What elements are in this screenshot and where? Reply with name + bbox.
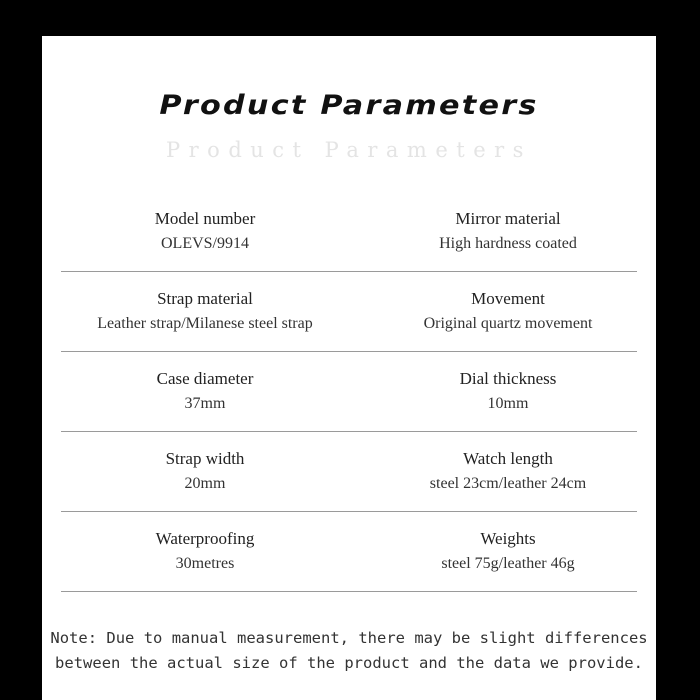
parameter-waterproofing [61, 512, 349, 574]
parameters-grid [61, 192, 637, 592]
parameter-value: 10mm [487, 395, 529, 412]
parameter-value: Original quartz movement [423, 315, 593, 332]
parameter-value: Leather strap/Milanese steel strap [97, 315, 313, 332]
parameter-mirror-material [379, 192, 637, 254]
parameter-value: 37mm [184, 395, 226, 412]
parameter-value: High hardness coated [439, 235, 577, 252]
parameter-label: Mirror material [455, 209, 561, 228]
parameter-label: Strap width [165, 449, 245, 468]
parameter-value: steel 23cm/leather 24cm [429, 475, 587, 492]
parameter-strap-material [61, 272, 349, 334]
parameter-label: Weights [480, 529, 536, 548]
parameter-value: steel 75g/leather 46g [441, 555, 575, 572]
parameter-label: Waterproofing [155, 529, 255, 548]
parameter-label: Strap material [157, 289, 253, 308]
parameter-model-number [61, 192, 349, 254]
parameter-movement [379, 272, 637, 334]
parameter-value: 20mm [184, 475, 226, 492]
parameter-label: Case diameter [156, 369, 254, 388]
parameter-case-diameter [61, 352, 349, 414]
parameter-row [61, 192, 637, 272]
parameter-value: OLEVS/9914 [161, 235, 249, 252]
parameter-row [61, 432, 637, 512]
page-title: Product Parameters [159, 90, 539, 121]
parameter-row [61, 272, 637, 352]
parameter-label: Watch length [463, 449, 553, 468]
parameter-watch-length [379, 432, 637, 494]
parameter-label: Dial thickness [459, 369, 557, 388]
page-subtitle-watermark: Product Parameters [166, 138, 532, 162]
parameter-strap-width [61, 432, 349, 494]
parameter-label: Movement [471, 289, 545, 308]
parameter-row [61, 512, 637, 592]
measurement-note [42, 626, 656, 676]
parameter-label: Model number [154, 209, 256, 228]
parameter-weights [379, 512, 637, 574]
parameter-dial-thickness [379, 352, 637, 414]
note-line: between the actual size of the product and the data we provide. [55, 654, 643, 672]
note-line: Note: Due to manual measurement, there may be slight differences [50, 629, 648, 647]
parameter-row [61, 352, 637, 432]
parameters-card [42, 36, 656, 700]
parameter-value: 30metres [175, 555, 235, 572]
